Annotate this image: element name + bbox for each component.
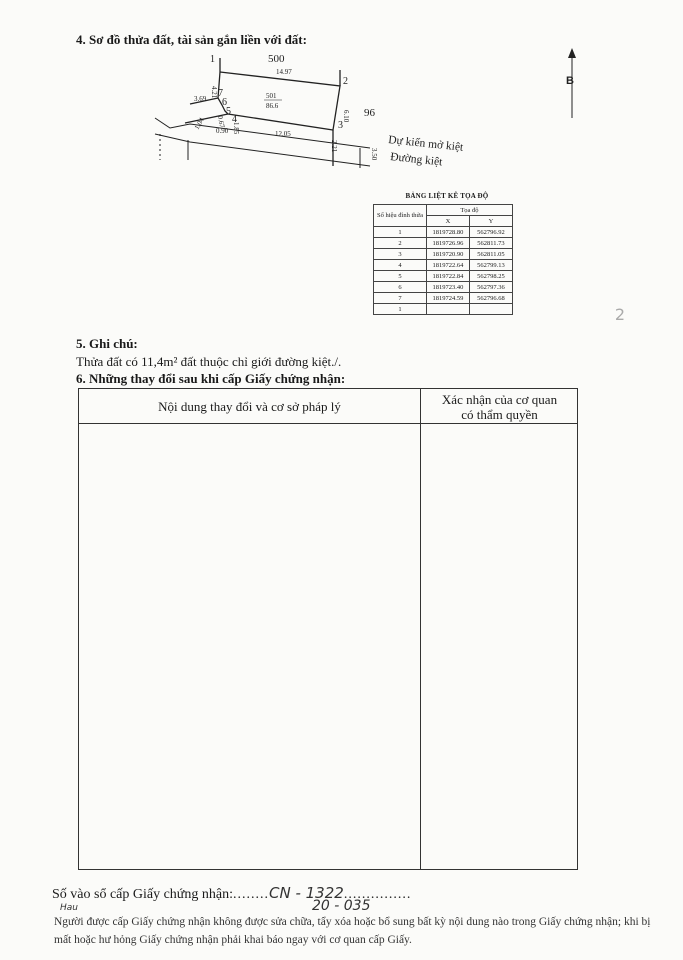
registry-label: Số vào sổ cấp Giấy chứng nhận: (52, 887, 233, 902)
changes-table (78, 388, 578, 870)
coord-table-title: BẢNG LIỆT KÊ TỌA ĐỘ (405, 192, 489, 200)
parcel-area: 86.6 (266, 102, 279, 110)
section-5-note: Thửa đất có 11,4m² đất thuộc chỉ giới đường kiệt./. (76, 354, 342, 369)
neighbor-top: 500 (268, 53, 285, 65)
north-arrow-icon (566, 48, 576, 118)
registry-dots-before: ........ (233, 887, 269, 902)
changes-table-divider (420, 389, 421, 869)
coord-cell-y: 562796.92 (469, 227, 512, 238)
col-authority-confirm (421, 392, 578, 422)
section-6-title: 6. Những thay đổi sau khi cấp Giấy chứng nhận: (76, 371, 346, 386)
coord-cell-p: 6 (374, 282, 427, 293)
coord-row (374, 227, 513, 238)
coord-cell-p: 2 (374, 238, 427, 249)
section-5-title: 5. Ghi chú: (76, 336, 138, 351)
col-x: X (426, 216, 469, 227)
vertex-3: 3 (338, 120, 343, 131)
edge-left-lower-5: 1.85 (232, 122, 240, 135)
edge-bottom-right: 2.21 (330, 140, 338, 153)
edge-left-lower-4: 0.67 (216, 114, 227, 129)
section-4-title: 4. Sơ đồ thửa đất, tài sản gắn liền với đất: (76, 32, 307, 47)
vertex-2: 2 (343, 76, 348, 87)
vertex-6: 6 (222, 97, 227, 108)
footer-notice: Người được cấp Giấy chứng nhận không được sửa chữa, tẩy xóa hoặc bổ sung bất kỳ nội dung nào trong Giấy chứng nhận; khi bị mất hoặc hư hỏng Giấy chứng nhận phải khai báo ngay với cơ quan cấp Giấy. (54, 916, 651, 946)
registry-initials: Hau (60, 903, 78, 913)
coord-row (374, 304, 513, 315)
neighbor-right: 96 (364, 107, 375, 119)
coord-cell-y: 562811.73 (469, 238, 512, 249)
coord-cell-x: 1819728.80 (426, 227, 469, 238)
coord-cell-p: 7 (374, 293, 427, 304)
coord-cell-p: 1 (374, 304, 427, 315)
vertex-7: 7 (218, 88, 223, 99)
north-label: B (566, 75, 574, 87)
vertex-1: 1 (210, 54, 215, 65)
vertex-5: 5 (226, 106, 231, 117)
parcel-number: 501 (266, 92, 277, 100)
coord-cell-p: 5 (374, 271, 427, 282)
road-planned-label: Dự kiến mở kiệt (387, 134, 464, 154)
coord-cell-x: 1819726.96 (426, 238, 469, 249)
col-change-content: Nội dung thay đổi và cơ sở pháp lý (158, 399, 341, 414)
coord-cell-x: 1819720.90 (426, 249, 469, 260)
coord-cell-p: 4 (374, 260, 427, 271)
edge-left-lower-1: 3.69 (194, 95, 207, 103)
road-width: 3.50 (370, 148, 378, 161)
edge-left: 4.21 (210, 86, 218, 99)
coord-cell-y: 562811.05 (469, 249, 512, 260)
vertex-4: 4 (232, 114, 237, 125)
col-coords: Tọa độ (426, 205, 512, 216)
edge-right: 6.10 (342, 110, 350, 123)
coord-row (374, 282, 513, 293)
coord-row (374, 249, 513, 260)
coord-cell-p: 3 (374, 249, 427, 260)
coord-cell-x: 1819724.59 (426, 293, 469, 304)
edge-bottom: 12.05 (275, 130, 291, 138)
parcel-diagram (130, 48, 574, 188)
col-authority-confirm-line2: có thẩm quyền (461, 407, 538, 422)
road-label: Đường kiệt (389, 151, 443, 169)
col-y: Y (469, 216, 512, 227)
coord-cell-y: 562797.36 (469, 282, 512, 293)
coord-cell-p: 1 (374, 227, 427, 238)
coord-cell-y: 562799.13 (469, 260, 512, 271)
coord-table (373, 204, 513, 315)
coord-row (374, 271, 513, 282)
coord-cell-y: 562798.25 (469, 271, 512, 282)
coord-cell-x: 1819722.84 (426, 271, 469, 282)
edge-left-lower-3: 0.90 (216, 127, 229, 135)
edge-left-lower-2: 1.04 (192, 116, 206, 131)
margin-mark: 2 (614, 305, 625, 324)
registry-number: CN - 1322 (269, 884, 344, 902)
col-point: Số hiệu đỉnh thửa (374, 205, 427, 227)
coord-row (374, 260, 513, 271)
coord-cell-y: 562796.68 (469, 293, 512, 304)
coord-row (374, 293, 513, 304)
coord-cell-x: 1819723.40 (426, 282, 469, 293)
coord-cell-x (426, 304, 469, 315)
coord-row (374, 238, 513, 249)
coord-cell-y (469, 304, 512, 315)
registry-number-line2: 20 - 035 (312, 898, 371, 914)
edge-top: 14.97 (276, 68, 292, 76)
col-authority-confirm-line1: Xác nhận của cơ quan (441, 392, 558, 407)
coord-cell-x: 1819722.64 (426, 260, 469, 271)
registry-dots-after: ............... (343, 887, 412, 902)
